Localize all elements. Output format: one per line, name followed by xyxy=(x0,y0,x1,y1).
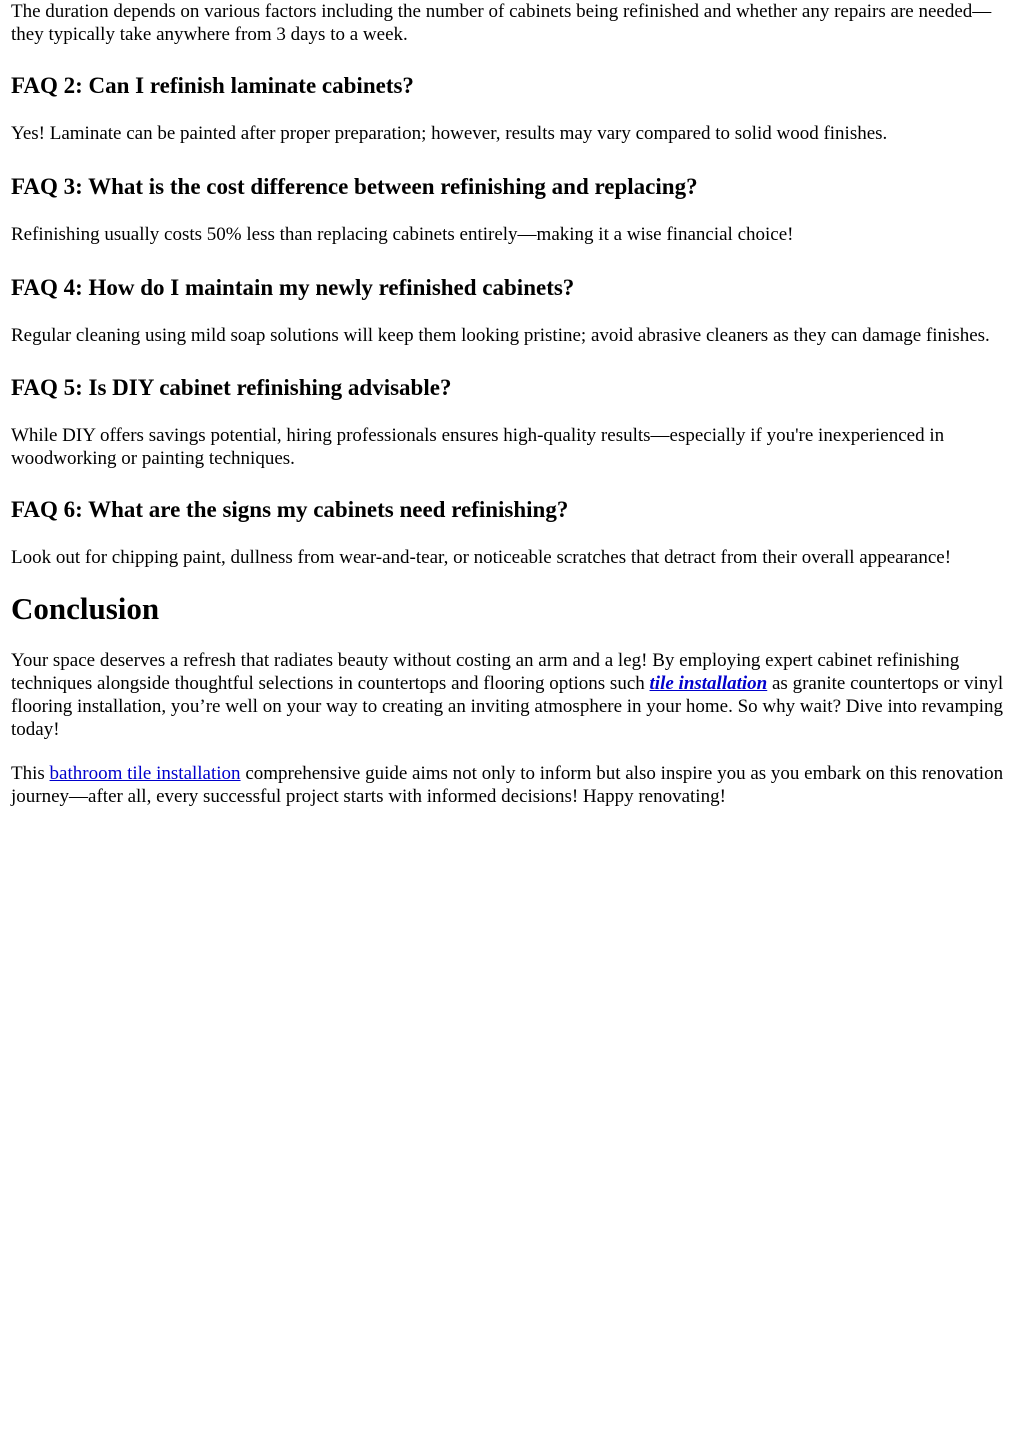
conclusion-paragraph-2 xyxy=(11,762,1014,808)
tile-installation-link[interactable]: tile installation xyxy=(649,673,768,694)
faq-4-question: FAQ 4: How do I maintain my newly refinished cabinets? xyxy=(11,275,575,300)
faq-6-answer: Look out for chipping paint, dullness from wear-and-tear, or noticeable scratches that detract from their overall appearance! xyxy=(11,547,952,568)
faq-1-answer: The duration depends on various factors including the number of cabinets being refinished and whether any repairs are needed—they typically take anywhere from 3 days to a week. xyxy=(11,1,992,45)
faq-4-answer: Regular cleaning using mild soap solutions will keep them looking pristine; avoid abrasive cleaners as they can damage finishes. xyxy=(11,325,990,346)
faq-2-question: FAQ 2: Can I refinish laminate cabinets? xyxy=(11,73,414,98)
faq-2-answer: Yes! Laminate can be painted after proper preparation; however, results may vary compared to solid wood finishes. xyxy=(11,123,888,144)
conclusion-text-2b: comprehensive guide aims not only to inform but also inspire you as you embark on this renovation journey—after all, every successful project starts with informed decisions! Happy renovating! xyxy=(11,763,1004,807)
faq-3-question: FAQ 3: What is the cost difference between refinishing and replacing? xyxy=(11,174,698,199)
conclusion-heading: Conclusion xyxy=(11,591,160,626)
conclusion-text-1b: as granite countertops or vinyl flooring installation, you’re well on your way to creating an inviting atmosphere in your home. So why wait? Dive into revamping today! xyxy=(11,673,1004,740)
faq-5-answer: While DIY offers savings potential, hiring professionals ensures high-quality results—especially if you're inexperienced in woodworking or painting techniques. xyxy=(11,425,945,469)
conclusion-text-1a: Your space deserves a refresh that radiates beauty without costing an arm and a leg! By employing expert cabinet refinishing techniques alongside thoughtful selections in countertops and flooring options such xyxy=(11,650,960,694)
faq-3-answer: Refinishing usually costs 50% less than replacing cabinets entirely—making it a wise financial choice! xyxy=(11,224,794,245)
conclusion-text-2a: This xyxy=(11,763,50,784)
faq-5-question: FAQ 5: Is DIY cabinet refinishing advisable? xyxy=(11,375,452,400)
conclusion-paragraph-1 xyxy=(11,649,1014,741)
bathroom-tile-installation-link[interactable]: bathroom tile installation xyxy=(49,763,241,784)
faq-6-question: FAQ 6: What are the signs my cabinets need refinishing? xyxy=(11,497,569,522)
